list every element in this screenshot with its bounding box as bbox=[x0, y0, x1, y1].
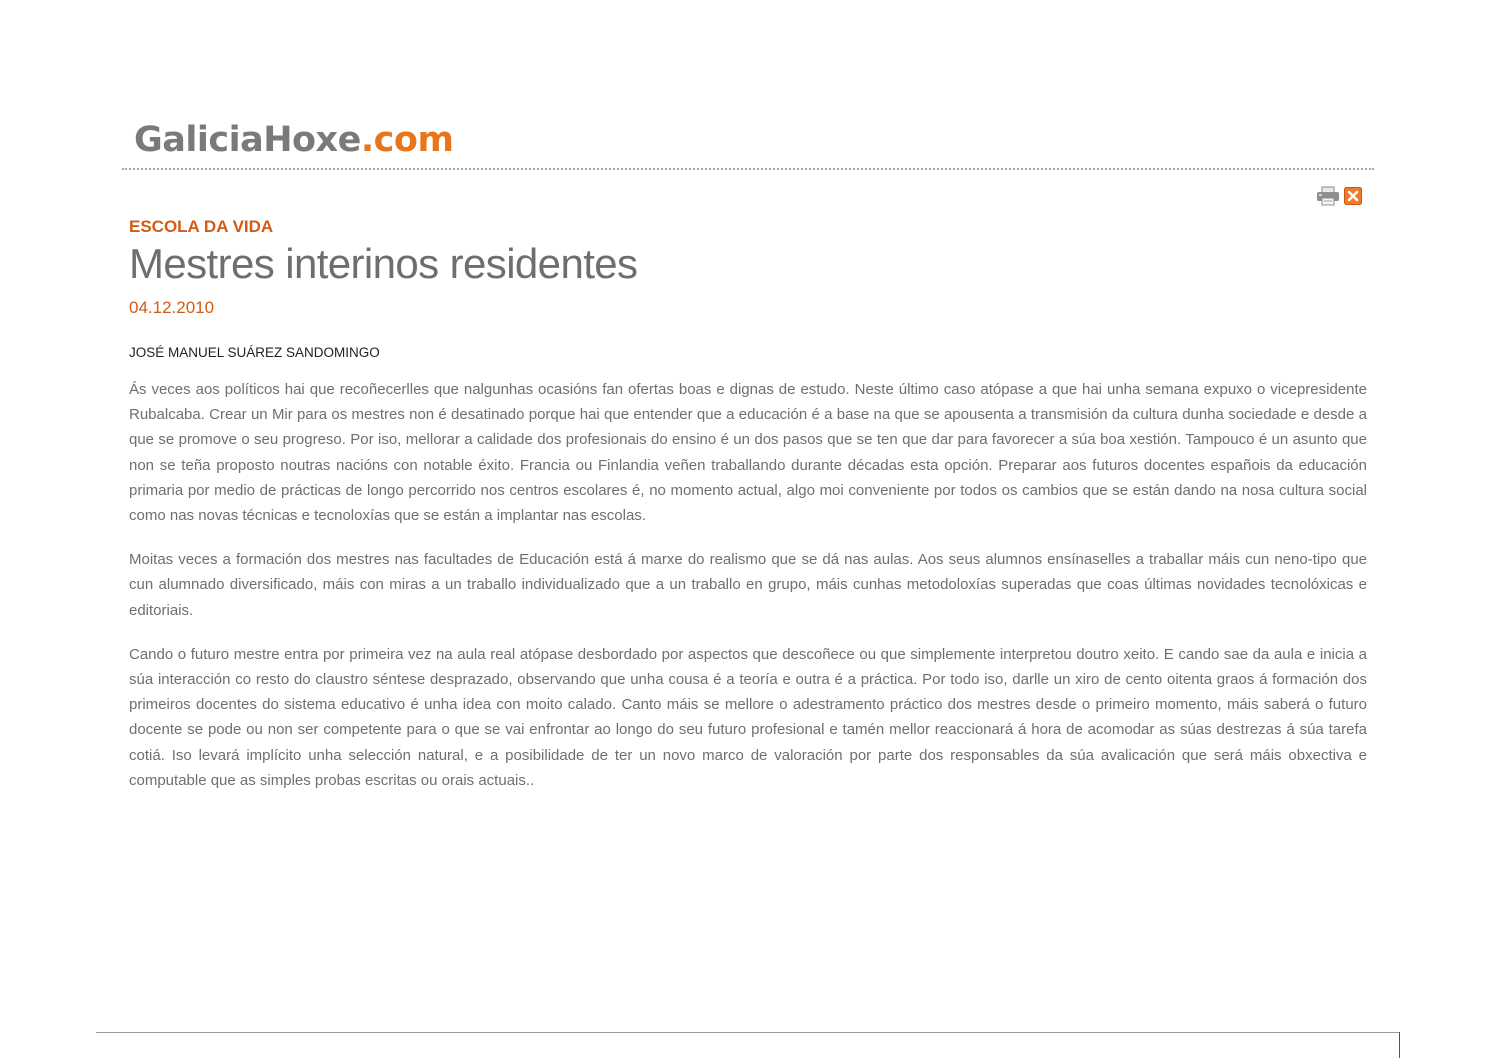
article-paragraph: Moitas veces a formación dos mestres nas facultades de Educación está á marxe do realismo que se dá nas aulas. Aos seus alumnos ensínaselles a traballar máis cun neno-tipo que cun alumnado diversificado, máis con miras a un traballo individualizado que a un traballo en grupo, máis cunhas metodoloxías superadas que coas últimas novidades tecnolóxicas e editoriais. bbox=[129, 551, 1367, 619]
close-icon[interactable] bbox=[1344, 186, 1362, 206]
header-divider bbox=[122, 168, 1374, 170]
section-label: ESCOLA DA VIDA bbox=[129, 217, 274, 236]
printer-icon[interactable] bbox=[1316, 186, 1340, 206]
article-paragraph: Cando o futuro mestre entra por primeira vez na aula real atópase desbordado por aspectos que descoñece ou que simplemente interpretou doutro xeito. E cando sae da aula e inicia a súa interacción co resto do claustro séntese desprazado, observando que unha cousa é a teoría e outra é a práctica. Por todo iso, darlle un xiro de cento oitenta graos á formación dos primeiros docentes do sistema educativo é unha idea con moito calado. Canto máis se mellore o adestramento práctico dos mestres desde o primeiro momento, máis saberá o futuro docente se pode ou non ser competente para o que se vai enfrontar ao longo do seu futuro profesional e tamén mellor reaccionará á hora de acomodar as súas destrezas á súa tarefa cotiá. Iso levará implícito unha selección natural, e a posibilidade de ter un novo marco de valoración por parte dos responsables da súa avalicación que será máis obxectiva e computable que as simples probas escritas ou orais actuais.. bbox=[129, 645, 1367, 789]
footer-corner-mark bbox=[1399, 1032, 1400, 1058]
article-date: 04.12.2010 bbox=[129, 298, 215, 317]
article-author: JOSÉ MANUEL SUÁREZ SANDOMINGO bbox=[129, 345, 380, 360]
logo-brand: GaliciaHoxe bbox=[134, 120, 361, 160]
article-tools bbox=[1316, 186, 1362, 206]
article-paragraph: Ás veces aos políticos hai que recoñecerlles que nalgunhas ocasións fan ofertas boas e dignas de estudo. Neste último caso atópase a que hai unha semana expuxo o vicepresidente Rubalcaba. Crear un Mir para os mestres non é desatinado porque hai que entender que a educación é a base na que se apousenta a transmisión da cultura dunha sociedade e desde a que se promove o seu progreso. Por iso, mellorar a calidade dos profesionais do ensino é un dos pasos que se ten que dar para favorecer a súa boa xestión. Tampouco é un asunto que non se teña proposto noutras nacións con notable éxito. Francia ou Finlandia veñen traballando durante décadas esta opción. Preparar aos futuros docentes españois da educación primaria por medio de prácticas de longo percorrido nos centros escolares é, no momento actual, algo moi conveniente por todos os cambios que se están dando na nosa cultura social como nas novas técnicas e tecnoloxías que se están a implantar nas escolas. bbox=[129, 381, 1367, 525]
article-body bbox=[129, 377, 1367, 812]
article-title: Mestres interinos residentes bbox=[129, 240, 638, 287]
footer-divider bbox=[96, 1032, 1400, 1033]
logo-tld: .com bbox=[360, 120, 454, 160]
site-logo[interactable] bbox=[134, 116, 453, 164]
